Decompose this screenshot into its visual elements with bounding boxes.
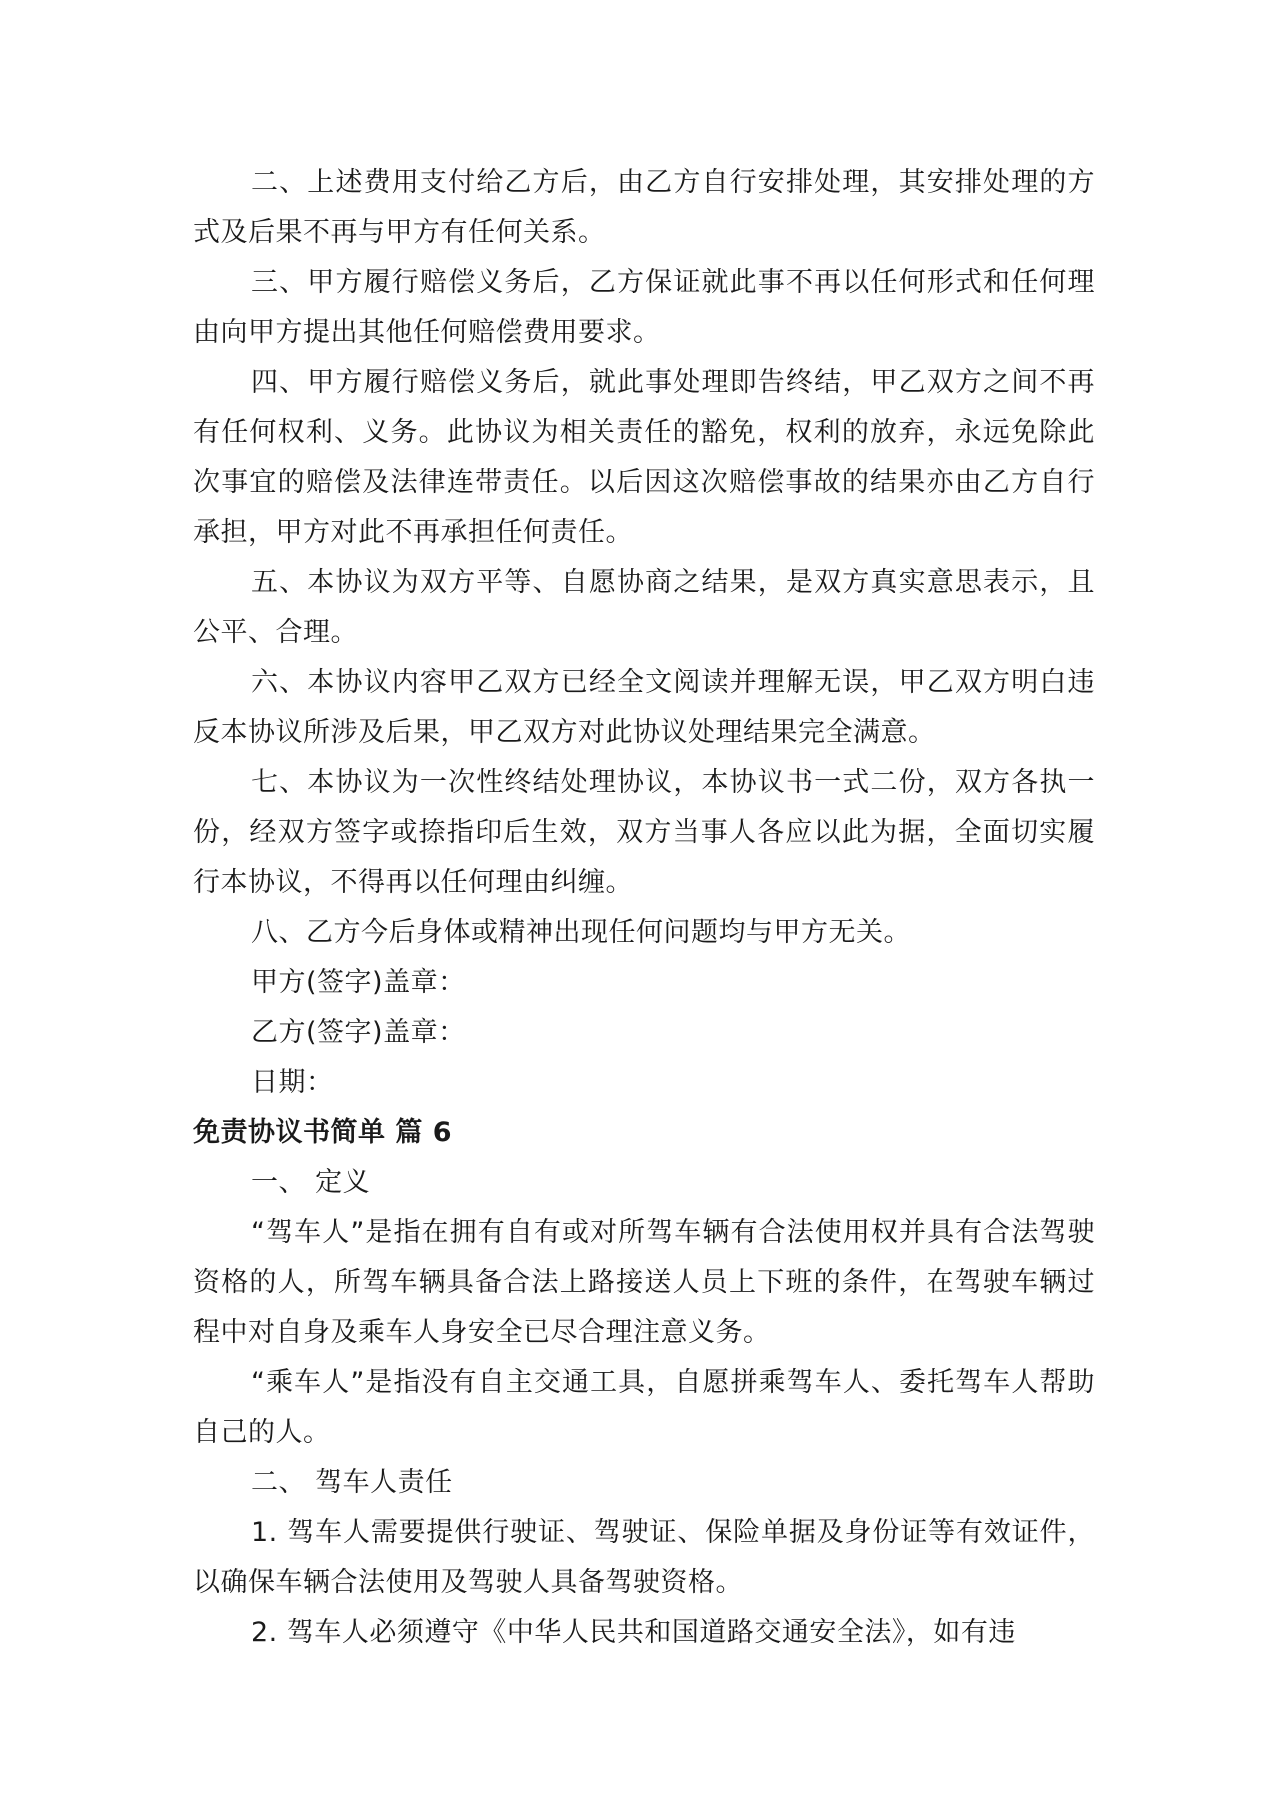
party-b-signature-line: 乙方(签字)盖章： xyxy=(251,1017,466,1048)
section-2-title: 二、 驾车人责任 xyxy=(251,1467,453,1498)
definition-passenger: “乘车人”是指没有自主交通工具，自愿拼乘驾车人、委托驾车人帮助自己的人。 xyxy=(193,1367,1095,1448)
clause-3: 三、甲方履行赔偿义务后，乙方保证就此事不再以任何形式和任何理由向甲方提出其他任何赔偿费用要求。 xyxy=(193,267,1095,348)
date-line: 日期： xyxy=(251,1067,334,1098)
driver-duty-1: 1. 驾车人需要提供行驶证、驾驶证、保险单据及身份证等有效证件，以确保车辆合法使用及驾驶人具备驾驶资格。 xyxy=(193,1517,1095,1598)
clause-7: 七、本协议为一次性终结处理协议，本协议书一式二份，双方各执一份，经双方签字或捺指印后生效，双方当事人各应以此为据，全面切实履行本协议，不得再以任何理由纠缠。 xyxy=(193,767,1095,898)
clause-8: 八、乙方今后身体或精神出现任何问题均与甲方无关。 xyxy=(251,917,911,948)
driver-duty-2: 2. 驾车人必须遵守《中华人民共和国道路交通安全法》，如有违 xyxy=(251,1617,1016,1648)
clause-2: 二、上述费用支付给乙方后，由乙方自行安排处理，其安排处理的方式及后果不再与甲方有任何关系。 xyxy=(193,167,1095,248)
definition-driver: “驾车人”是指在拥有自有或对所驾车辆有合法使用权并具有合法驾驶资格的人，所驾车辆具备合法上路接送人员上下班的条件，在驾驶车辆过程中对自身及乘车人身安全已尽合理注意义务。 xyxy=(193,1217,1095,1348)
document-body xyxy=(193,158,1095,1658)
section-heading: 免责协议书简单 篇 6 xyxy=(193,1117,453,1148)
clause-6: 六、本协议内容甲乙双方已经全文阅读并理解无误，甲乙双方明白违反本协议所涉及后果，甲乙双方对此协议处理结果完全满意。 xyxy=(193,667,1095,748)
party-a-signature-line: 甲方(签字)盖章： xyxy=(251,967,466,998)
clause-5: 五、本协议为双方平等、自愿协商之结果，是双方真实意思表示，且公平、合理。 xyxy=(193,567,1095,648)
section-1-title: 一、 定义 xyxy=(251,1167,371,1198)
clause-4: 四、甲方履行赔偿义务后，就此事处理即告终结，甲乙双方之间不再有任何权利、义务。此协议为相关责任的豁免，权利的放弃，永远免除此次事宜的赔偿及法律连带责任。以后因这次赔偿事故的结果亦由乙方自行承担，甲方对此不再承担任何责任。 xyxy=(193,367,1095,548)
